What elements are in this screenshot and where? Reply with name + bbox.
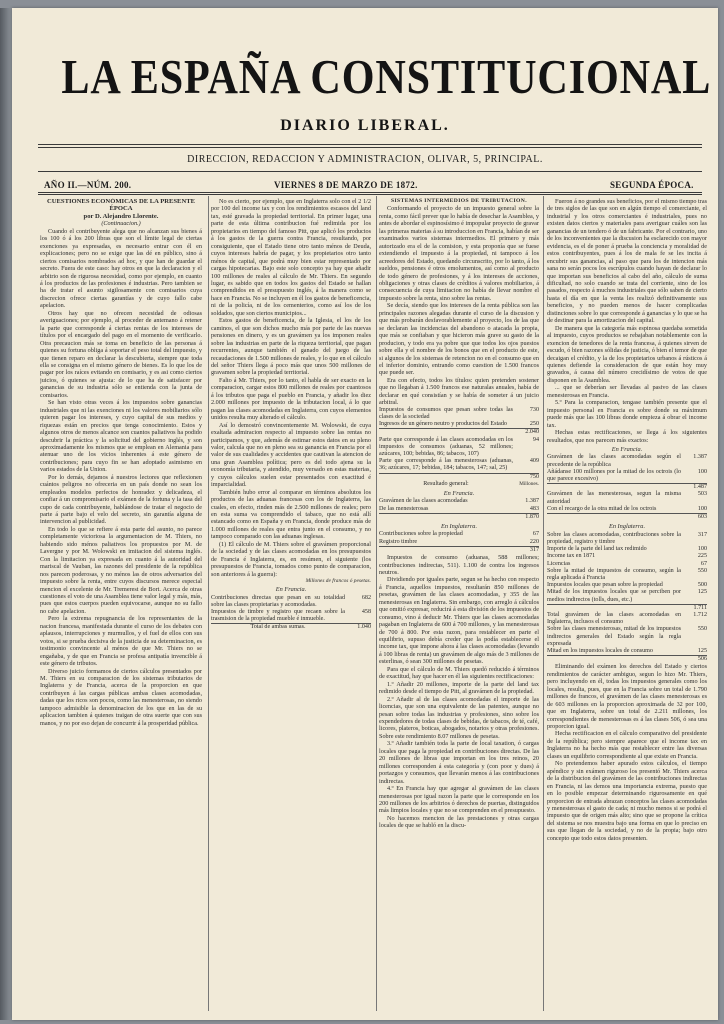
- paragraph: No hacemos mencion de las prestaciones y otras cargas locales de que se habló en la discu-: [379, 814, 539, 830]
- column-divider: [543, 196, 544, 1011]
- paragraph: En todo lo que se refiere á esta parte del asunto, no parece completamente victoriosa la argumentacion de M. Thiers, no habiendo sido ménos paliativos los propuestos por M. de Lavergne y por M. Wolowski en imitacion del sistema inglés. Con la limitacion ya expresada en cuanto á la autoridad del mariscal de Vauban, las razones del presidente de la república nos parecen poderosas, y no ménos las de otros adversarios del impuesto sobre la renta, entre cuyos discursos merece especial mencion el excelente de Mr. Tremerest de Bort. Acerca de otras cuestiones el voto de una Asamblea tiene valor legal y más, más, pues que estos cuerpos pueden equivocarse, aunque no su fallo no cabe apelacion.: [40, 525, 202, 615]
- header-rule-mid: [38, 171, 702, 172]
- paragraph: Cuando el contribuyente alega que no alcanzan sus bienes á los 100 ó á los 200 libras que son el límite legal de ciertas exenciones ya expresadas, es necesario entrar con él en explicaciones; pero no se exige que las dé en público, sino á ciertos comisarios nombrados ad hoc, y que han de guardar el secreto. Fuera de este caso: hay otros en que la declaracion y el arbitrio son de rigurosa necesidad, como por ejemplo, en cuanto á los productos de las profesiones é industrias. Pero tambien se ha de tratar el asunto sigilosamente con comisarios cuya discrecion ofrece ciertas garantías y de cuyo fallo cabe apelacion.: [40, 227, 202, 310]
- masthead-address: DIRECCION, REDACCION Y ADMINISTRACION, OLIVAR, 5, PRINCIPAL.: [187, 154, 543, 165]
- column-3: [379, 198, 539, 1006]
- paragraph: Fueron á no grandes sus beneficios, por el mismo tiempo tras de tres siglos de las que son en algún tiempo el comerciante, el industrial y los otros comerciantes é industriales, pues no existen datos ciertos y materiales para averiguar cuáles son las ganancias de un tendero ó de un fabricante. Por el contrario, uno de los inconvenientes que la discusion ha esclarecido con mayor evidencia, es el de poner á prueba la conciencia y moralidad de estos contribuyentes, pues á los de mala fe se les incita á encubrir sus ganancias, al paso que para los de intencion más sana no serán pocos los escrúpulos cuando hayan de declarar lo que importan sus beneficios al cabo del año, cálculo de suma dificultad, no solo cuando se trata del corriente, sino de los pasados, respecto á muchos industriales que sólo saben de cierto hasta el día en que la venta les realizó definitivamente sus beneficios, y no pueden menos de hacer complicadas distinciones sobre lo que corresponde á ganancias y lo que se ha de destinar para la amortizacion del capital.: [547, 198, 707, 325]
- tax-table: [379, 407, 539, 488]
- table-row: Con el recargo de la otra mitad de los octrois 100: [547, 505, 707, 512]
- paragraph: Era con efecto, todos los títulos: quien pretenden sostener que no llegaban á 1.500 francos ese naturalas anuales, había de declarar en qué consistían y se había de someter á un juicio arbitral.: [379, 376, 539, 407]
- article-heading: CUESTIONES ECONÓMICAS DE LA PRESENTE ÉPOCA: [46, 198, 196, 213]
- paragraph: Por lo demás, dejamos á nuestros lectores que reflexionen cuántos peligros no ofreceria en un país donde no sean los empleados modelos perfectos de honradez y delicadeza, el confiar á un compromisario el exámen de la fortuna y la tasa del cupo de cada contribuyente, hablándose de tratar el negocio de parte á parte bajo el velo del secreto, sin garantía alguna de intervencion al publicidad.: [40, 473, 202, 526]
- paragraph: 1.º Añadir 20 millones, importe de la parte del land tax redimido desde el tiempo de Pitt, al gravámen de la propiedad.: [379, 680, 539, 696]
- paragraph: Otros hay que no ofrecen necesidad de odiosas averiguaciones; por ejemplo, al proceder de antemano á retener la parte que corresponde á ciertas rentas de los intereses de títulos por el encargado del pago en el momento de verificarlo. Otra precaucion más se toma en beneficio de las personas á quienes su fortuna obliga á soportar el peso total del impuesto, y que tienen reparo en declarar la descubierta, siempre que toda ella se consigna en el mismo género de bienes. Es lo que los de pagar por los raíces evitando en comisario, y es asi como ciertos juicios, ó quienes se ajusta: de lo que ha de satisfacer por ganancias de su industria sólo se entienda con la junta de comisarios.: [40, 309, 202, 399]
- table-section: En Francia.: [275, 586, 307, 594]
- column-4: [547, 198, 707, 1006]
- table-row: Parte que corresponde á las clases acomodadas en los impuestos de consumos (aduanas, 52 millones; azúcares, 100; bebidas, 86; tabacos, 107) 94: [379, 436, 539, 457]
- table-section: En Inglaterra.: [608, 523, 646, 531]
- tax-table: [379, 531, 539, 554]
- table-row: Contribuciones directas que pesan en su totalidad sobre las clases propietarias y acomodadas. 682: [211, 594, 371, 608]
- table-section: En Francia.: [611, 445, 643, 453]
- table-total: 1.711: [547, 604, 707, 612]
- issue-date: VIERNES 8 DE MARZO DE 1872.: [274, 180, 418, 190]
- paragraph: 4.º En Francia hay que agregar al gravámen de las clases menesterosas por igual razon la parte que le corresponde en los 200 millones de los arbitrios ó derechos de puertas, distinguidos más limpios locales y que no se comprenden en el presupuesto.: [379, 785, 539, 815]
- paragraph: Se han visto otras veces á los impuestos sobre ganancias industriales que ni las exenciones ni los valores mobiliarios sólo quieren pagar los intereses, y cuyo capital de sus medios y riquezas están en precios que tenga conocimiento. Estos y algunos otros de menos alcance son cuantos paliativos ha podido descubrir la práctica y la solicitud del gobierno inglés, y son aproximadamente los mismos que se emplean en Alemania para atenuar uno de los vicios inherentes á este género de contribuciones; para cuyo fin se han adoptado asimismo en varios estados de la Union.: [40, 399, 202, 474]
- paragraph: Para que el cálculo de M. Thiers quedó reducido á términos de exactitud, hay que hacer en él las siguientes rectificaciones:: [379, 665, 539, 681]
- header-rule-bottom-2: [38, 194, 702, 195]
- issue-epoch: SEGUNDA ÉPOCA.: [610, 180, 694, 190]
- newspaper-page: [12, 8, 718, 1020]
- paragraph: Se decía, siendo que los intereses de la renta pública son las principales razones alegadas durante el curso de la discusion y que más probarán desfavorablemente al proyecto, los de las que se declaran las incidencias del abandono o atacada la propia, que más se confiaban y que hicieron más grave su gasto de la producion, y todo era ya pobre que que todos los ojos puestos sobre ella y el nombre de los bonos que en el producto de este, si algunos de los sistemas de retencion no en el consumo que en el inferior dominio, entrando como cuestion de 1.500 francos que puede ser.: [379, 302, 539, 377]
- header-rule-top-2: [38, 147, 702, 148]
- table-total: 603: [547, 514, 707, 522]
- paragraph: Diverso juicio formamos de ciertos cálculos presentados por M. Thiers en su comparacion de los sistemas tributarios de Inglaterra y de Francia, acerca de la proporcion en que contribuyen á las cargas públicas ambas clases acomodadas, dadas que los ricos son pocos, como las menesterosas, no siendo tampoco admisible la denominacion de los que en las de su aplicacion tambien á quienes traigan de otra suerte que con sus manos, y no por eso dejan de concurrir á la prosperidad pública.: [40, 667, 202, 727]
- table-row: Sobre las clases menesterosas, mitad de los impuestos indirectos generales del Estado según la regla expresada 550: [547, 626, 707, 647]
- table-row: Ingresos de un género neutro y productos del Estado 250: [379, 421, 539, 428]
- footnote: (1) El cálculo de M. Thiers sobre el gravámen proporcional de la sociedad y de las clases acomodadas en los presupuestos de Francia é Inglaterra, es, en resúmen, el siguiente (los presupuestos de Francia, tomados como punto de comparacion, son anteriores á la guerra):: [211, 540, 371, 578]
- table-row: Parte que corresponde á las menesterosas (aduanas, 36; azúcares, 17; bebidas, 184; tabacos, 147; sal, 25) 409: [379, 458, 539, 472]
- table-row: Impuestos de consumos que pesan sobre todas las clases de la sociedad 730: [379, 406, 539, 420]
- article-author: por D. Alejandro Llorente.: [83, 212, 159, 220]
- tax-table: [547, 532, 707, 664]
- column-1: [40, 198, 202, 1006]
- column-divider: [376, 196, 377, 1011]
- table-row: Income tax en 1871 225: [547, 553, 707, 560]
- table-row: Impuestos locales que pesan sobre la propiedad 500: [547, 582, 707, 589]
- tax-table: [211, 595, 371, 632]
- paragraph: 2.º Añadir al de las clases acomodadas el importe de las licencias, que son una equivalente de las patentes, aunque no pesan sobre todas las industrias y profesiones, sino sobre los expendedores de todas clases de bebidas, de tabacos, de té, café, licores, plateros, boticas, abogados, notarios y otras profesiones. Sobre este rendimiento 8.07 millones de pesetas.: [379, 695, 539, 740]
- paragraph: No pretendemos haber apurado estos cálculos, el tiempo apéndice y sin exámen riguroso los presentó Mr. Thiers acerca de la distribucion del gravámen de las contribuciones indirectas en Francia, ni las demos una importancia extrema, puesto que en lo posible empezar determinando rigurosamente en qué proporcion de entrada abrazan conceptos las clases acomodadas y menesterosas el gasto de cada; ni mucho menos si se podrá el impuesto que de origen más alto; sino que se propone la crítica del sistema se nos muestra bajo una forma en que lo preciso en sus que llegan de la sociedad, y no de la propia; bajo otro concepto que todo estos datos presenten.: [547, 760, 707, 842]
- table-row: Gravámen de las menesterosas, segun la misma autoridad 503: [547, 491, 707, 505]
- table-row: Gravámen de las clases acomodadas según el precedente de la república 1.387: [547, 454, 707, 468]
- header-rule-top: [38, 144, 702, 145]
- table-total: 506: [547, 656, 707, 664]
- table-total: 1.870: [379, 513, 539, 521]
- table-total: 750: [379, 473, 539, 481]
- tax-table: [547, 454, 707, 521]
- table-row: Total gravámen de las clases acomodadas en Inglaterra, inclusos el consumo 1.712: [547, 611, 707, 626]
- table-row: Licencias 67: [547, 560, 707, 567]
- tax-table: [379, 498, 539, 521]
- column-2: [211, 198, 371, 1006]
- table-row: Sobre las clases acomodadas, contribuciones sobre la propiedad, registro y timbre 317: [547, 531, 707, 545]
- paragraph: Pero la extrema repugnancia de los representantes de la nacion francesa, manifestada durante el curso de los debates con aplausos, interrupciones y murmullos, y el fuel de ellos con sus votos, si se prueba decisiva de la justicia de su determinacion, es testimonio convincente al ménos de que Mr. Thiers no se engañaba, y de que en Francia se profesa antipatía invencible á este género de tributos.: [40, 615, 202, 668]
- table-row: Añádanse 100 millones por la mitad de los octrois (lo que parece excesivo) 100: [547, 468, 707, 483]
- paragraph: No es cierto, por ejemplo, que en Inglaterra solo con el 2 1/2 por 100 del income tax y con los rendimientos escasos del land tax, esté gravada la propiedad territorial. En primer lugar, una parte de esta última contribucion fué redimida por los propietarios en tiempo del famoso Pitt, que aplicó los productos á los gastos de la guerra contra Francia, resultando, por consiguiente, que el Estado tiene otro tanto ménos de Deuda, cuyos intereses habría de pagar, y los propietarios otro tanto ménos de capital, que podrá muy bien estar representado por cargas hipotecarias. Bajo este solo concepto ya hay que añadir 100 millones de reales al cálculo de Mr. Thiers. En segundo lugar, es sabido que en todos los gastos del Estado se hallan comprendidos en el presupuesto inglés, á la manera como se hace en Francia. No se incluyen en él los gastos de beneficencia, ni de la policía, ni de los cementerios, como así los de los soldados, que son ciertos municipios...: [211, 198, 371, 317]
- paragraph: Conformando el proyecto de un impuesto general sobre la renta, como fácil prever que lo había de desechar la Asamblea, y antes de abordar el espinosísimo é impopular proyecto de gravar las primeras materias á su introduccion en Francia, habían de ser examinados varios sistemas intermedios. El primero y más autorizado era el de la comision, y esta proponía que se fuese extendiendo el impuesto á la propiedad, ni tampoco á los acreedores del Estado, quedando circunscrito, por lo tanto, á los sueldos, pensiones é otros emolumentos, así como al producto de todo género de profesiones, y á los intereses de acciones, obligaciones y otras clases de créditos á valores mobiliarios, á consecuencia de cuya limitacion no había de llevar nombre el impuesto sobre la renta, sino sobre las rentas.: [379, 205, 539, 302]
- paragraph: Estos gastos de beneficencia, de la Iglesia, el los de los caminos, el que son dichos mucho más por parte de las nuevas pensiones en dinero, y es un gravámen ya los imponen reales sobre las industrias en parte de la riqueza territorial, que pagan recurrentes, aunque también el ganado del juego de las recaudaciones de 1.500 millones de reales, y lo que en el cálculo del señor Thiers llega á poco más que unos 500 millones de gravamen sobre la propiedad territorial.: [211, 317, 371, 377]
- column-divider: [208, 196, 209, 1011]
- paragraph: Así lo demostró convincentemente M. Wolowski, de cuya exaltada admiracion respecto al impuesto sobre las rentas no participamos, y que, además de estimar estos datos en su pleno valor, calcula que no en pleno sea su ganancia en Francia por el valor de sus cualidades y accidentes que cautivan la atencion de una gran Asamblea política; pero es del todo ajena su la economía tributaria, y atendido, muy versado en estas materias, y cuyos cálculos suelen estar presentados con exactitud é imparcialidad.: [211, 421, 371, 489]
- table-row: Contribuciones sobre la propiedad 67: [379, 531, 539, 538]
- table-total: 317: [379, 546, 539, 554]
- unit-header: Millones de francos ó pesetas.: [305, 578, 371, 585]
- table-total: 2.040: [379, 429, 539, 437]
- paragraph: Hechas estas rectificaciones, se llega á los siguientes resultados, que nos parecen más exactos:: [547, 429, 707, 444]
- table-section: En Inglaterra.: [440, 522, 478, 530]
- section-heading: SISTEMAS INTERMEDIOS DE TRIBUTACION.: [390, 198, 528, 204]
- header-rule-bottom: [38, 192, 702, 193]
- paragraph: Impuestos de consumo (aduanas, 588 millones; contribuciones indirectas, 511). 1.100 de contra los ingresos neutros.: [379, 554, 539, 576]
- issue-number: AÑO II.—NÚM. 200.: [44, 180, 132, 190]
- paragraph: 3.º Añadir también toda la parte de local taxation, ó cargas locales que paga la propiedad en contribuciones directas. De las 20 millones de libras que importan en los tres reinos, 20 millones corresponden á esta categoría y (con poor y dues) á portazgos y consumos, que llevarán menos á las contribuciones indirectas.: [379, 740, 539, 785]
- article-continuation: (Continuacion.): [101, 220, 141, 228]
- table-section: En Francia.: [443, 489, 475, 497]
- paragraph: ... que se deberían ser llevadas al pasivo de las clases menesterosas en Francia.: [547, 384, 707, 399]
- masthead-title: LA ESPAÑA CONSTITUCIONAL: [61, 49, 712, 104]
- table-row: Gravámen de las clases acomodadas 1.387: [379, 498, 539, 505]
- paragraph: Dividiendo por iguales parte, segun se ha hecho con respecto á Francia, aquellos impuestos, resultarán 850 millones de pesetas, gravámen de las clases acomodadas, y 355 de las menesterosas en Inglaterra. Sin embargo, con arreglo á cálculos que omitió expresar, reducirá á esta división de los impuestos de consumo, vino á deducir Mr. Thiers que las clases acomodadas pagaban en Inglaterra de 600 á 700 millones, y las menesterosas de 700 á 800. Por esta razon, para restablecer en parte el equilibrio, supuso debía creder que la podía establecerse el income tax, que impone ahora á las clases acomodadas (levando á 100 libras de renta) un gravámen de algo más de 3 millones de esterlinas, ó sean 300 millones de pesetas.: [379, 576, 539, 666]
- table-row: Sobre la mitad de impuestos de consumo, según la regla aplicada á Francia 550: [547, 567, 707, 581]
- masthead-subtitle: DIARIO LIBERAL.: [280, 117, 450, 134]
- table-row: De las menesterosas 483: [379, 505, 539, 512]
- paragraph: También hubo error al comparar en términos absolutos los productos de las aduanas francesas con los de Inglaterra, las cuales, en efecto, rinden más de 2.500 millones de reales; pero en esta suma va comprendido el tabaco, que no está allí estancado como en España y en Francia, donde produce más de 1.000 millones de reales que entra junto en el consumo, y no tampoco comparado con las aduanas inglesas.: [211, 488, 371, 541]
- paragraph: Eliminando del exámen los derechos del Estado y ciertos rendimientos de carácter ambiguo, segun lo hizo Mr. Thiers, pero incluyendo en él, todas los impuestos generales como los locales, resulta, pues, que en la Francia sobre un total de 1.790 millones de francos, el gravámen de las clases menesterosas es de 603 millones en la proporcion aproximada de 32 por 100, que en Inglaterra, sobre un total de 2.211 millones, los correspondientes de menesterosas es á las clases 506, ó sea una proporcion igual.: [547, 663, 707, 730]
- paragraph: De manera que la categoría más espinosa quedaba sometida al impuesto, cuyos productos se rebajaban notablemente con la exencion de tenedores de la renta francesa, á quienes sirven de escudo, ó bien razones sólidas de justicia, ó bien el temor de que decaigan el crédito, y la de los propietarios urbanos á rústicos á quienes defiende la consideracion de que están hoy muy gravados, á causa del número crecidísimo de votos de que disponen en la Asamblea.: [547, 324, 707, 384]
- table-row: Mitad en los impuestos locales de consumo 125: [547, 647, 707, 654]
- table-row: Impuestos de timbre y registro que recaen sobre la trasmision de la propiedad mueble é inmueble. 458: [211, 608, 371, 623]
- paragraph: Falto á Mr. Thiers, por lo tanto, el habla de ser exacto en la comparacion, cargar estos 800 millones de reales por cuantosos á los tributos que paga el pueblo en Francia, y añadir los diez 2.000 millones por impuesto de la tributacion local, á lo que pagan las clases acomodadas en Inglaterra, con cuyos elementos unidos resulta muy alterado el cálculo.: [211, 376, 371, 422]
- paragraph: 5.º Para la comparacion, tengase también presente que el impuesto personal en Francia es sobre donde su máximum puede más que las 100 libras donde empieza á obrar el income tax.: [547, 399, 707, 429]
- table-row: Importe de la parte del land tax redimido 100: [547, 546, 707, 553]
- table-row: Mitad de los impuestos locales que se perciben por medios indirectos (tolls, dues, etc.) 125: [547, 589, 707, 603]
- table-total: 1.487: [547, 484, 707, 492]
- table-row: Registro timbre 220: [379, 538, 539, 545]
- paragraph: Hecha rectificacion en el cálculo comparativo del presidente de la república; pero siempre aparece que el income tax en Inglaterra no ha hecho más que restablecer entre las diversas clases un equilibrio correspondiente al que existe en Francia.: [547, 730, 707, 760]
- table-total: Total de ambas sumas. 1.040: [211, 624, 371, 632]
- table-row: Resultado general: Millones.: [423, 480, 539, 487]
